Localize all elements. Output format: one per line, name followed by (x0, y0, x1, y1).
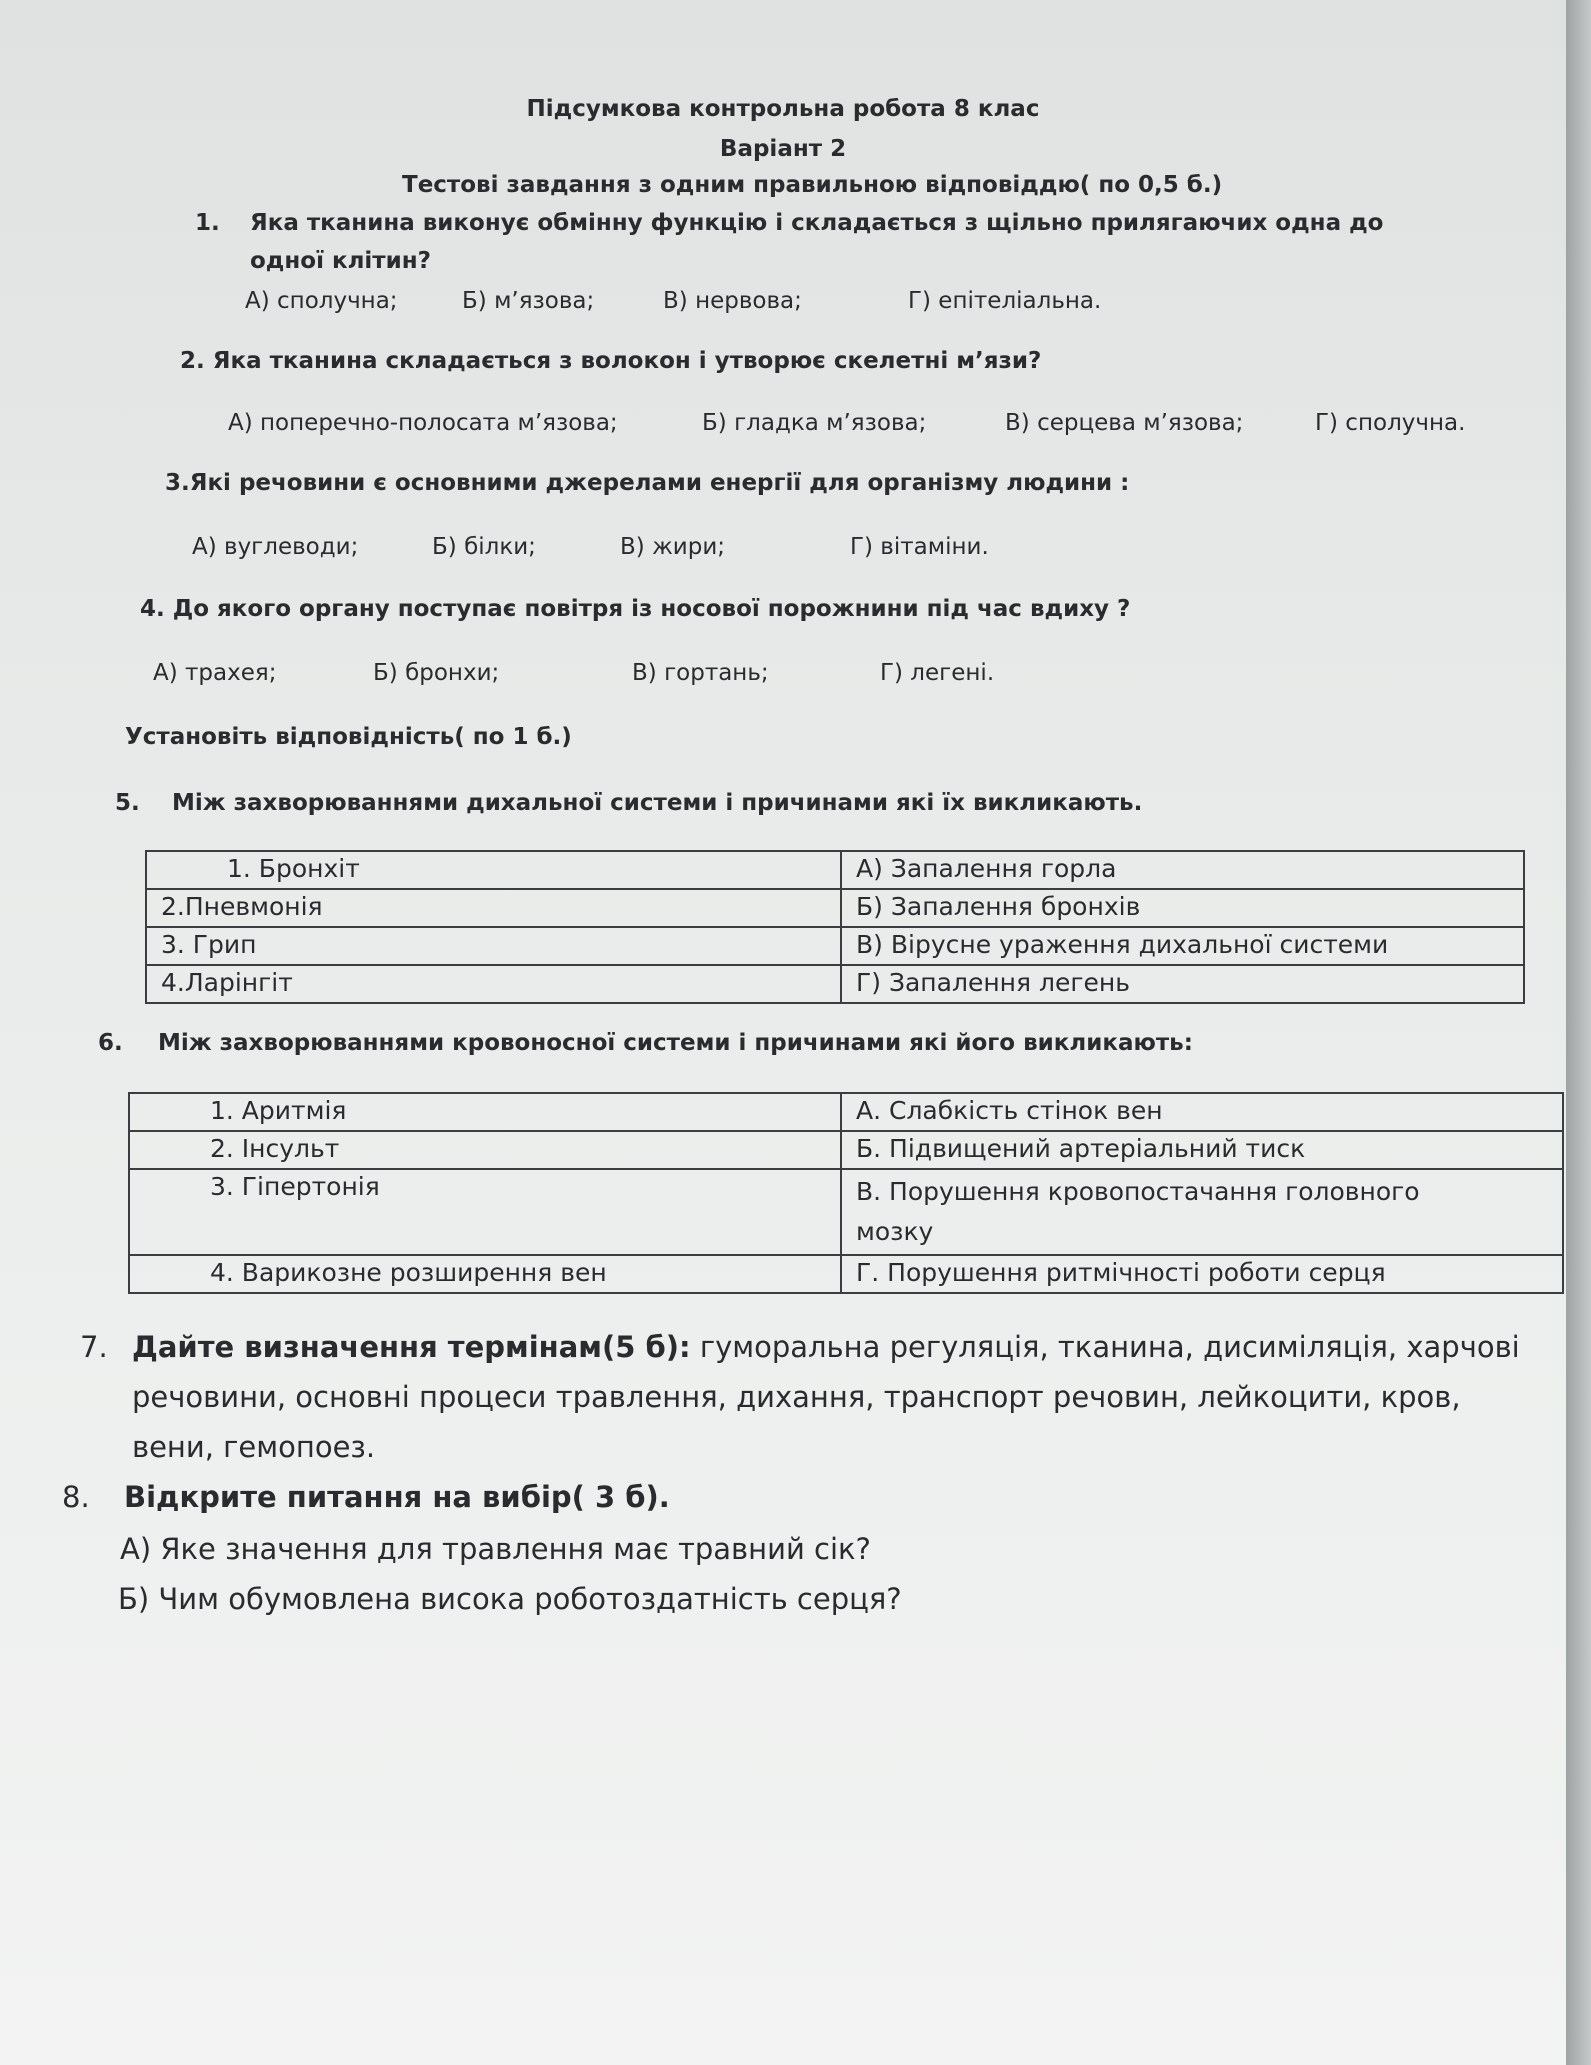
q3-option-a: А) вуглеводи; (192, 534, 359, 560)
q5-cell-right-3: В) Вірусне ураження дихальної системи (841, 927, 1524, 965)
table-row (146, 851, 1524, 889)
q1-option-a: А) сполучна; (245, 288, 398, 314)
paper-edge (1566, 0, 1591, 2065)
q7-line1 (132, 1330, 1520, 1364)
q8-option-a: А) Яке значення для травлення має травний сік? (120, 1532, 871, 1566)
q1-option-c: В) нервова; (663, 288, 802, 314)
q5-table (145, 850, 1525, 1004)
q5-cell-left-4: 4.Ларінгіт (146, 965, 841, 1003)
q8-option-b: Б) Чим обумовлена висока роботоздатність серця? (118, 1582, 902, 1616)
q2-option-c: В) серцева м’язова; (1005, 410, 1244, 436)
q5-cell-left-1: 1. Бронхіт (146, 851, 841, 889)
q7-bold-text: Дайте визначення термінам(5 б): (132, 1330, 691, 1364)
q8-number: 8. (62, 1480, 90, 1514)
q4-option-c: В) гортань; (632, 660, 769, 686)
q3-option-c: В) жири; (620, 534, 726, 560)
q6-cell-right-2: Б. Підвищений артеріальний тиск (841, 1131, 1563, 1169)
q5-text: Між захворюваннями дихальної системи і причинами які їх викликають. (172, 790, 1143, 816)
q6-cell-right-1: А. Слабкість стінок вен (841, 1093, 1563, 1131)
q4-option-d: Г) легені. (880, 660, 995, 686)
page-title: Підсумкова контрольна робота 8 клас (526, 96, 1040, 122)
q5-cell-right-2: Б) Запалення бронхів (841, 889, 1524, 927)
q2-option-d: Г) сполучна. (1315, 410, 1466, 436)
q6-cell-left-4: 4. Варикозне розширення вен (129, 1255, 841, 1293)
q6-cell-right-3-line2: мозку (856, 1217, 934, 1246)
q6-cell-left-3: 3. Гіпертонія (129, 1169, 841, 1255)
q5-cell-right-1: А) Запалення горла (841, 851, 1524, 889)
q2-option-b: Б) гладка м’язова; (702, 410, 927, 436)
q6-cell-right-3 (841, 1169, 1563, 1255)
table-row (146, 889, 1524, 927)
q3-option-d: Г) вітаміни. (850, 534, 989, 560)
table-row (129, 1255, 1563, 1293)
q2-option-a: А) поперечно-полосата м’язова; (228, 410, 618, 436)
q6-table (128, 1092, 1564, 1294)
table-row (146, 927, 1524, 965)
q4-option-b: Б) бронхи; (373, 660, 500, 686)
q7-line3: вени, гемопоез. (132, 1430, 376, 1464)
q5-cell-left-3: 3. Грип (146, 927, 841, 965)
q5-cell-right-4: Г) Запалення легень (841, 965, 1524, 1003)
q3-text: 3.Які речовини є основними джерелами енергії для організму людини : (165, 470, 1130, 496)
q6-cell-right-4: Г. Порушення ритмічності роботи серця (841, 1255, 1563, 1293)
table-row (146, 965, 1524, 1003)
section-title-tests: Тестові завдання з одним правильною відповіддю( по 0,5 б.) (402, 172, 1223, 198)
q4-option-a: А) трахея; (153, 660, 277, 686)
q6-cell-left-2: 2. Інсульт (129, 1131, 841, 1169)
q2-text: 2. Яка тканина складається з волокон і утворює скелетні м’язи? (180, 348, 1042, 374)
q3-option-b: Б) білки; (432, 534, 536, 560)
q6-text: Між захворюваннями кровоносної системи і причинами які його викликають: (158, 1030, 1193, 1056)
table-row (129, 1093, 1563, 1131)
section-title-matching: Установіть відповідність( по 1 б.) (125, 724, 572, 750)
table-row (129, 1169, 1563, 1255)
q8-bold-text: Відкрите питання на вибір( 3 б). (124, 1480, 670, 1514)
table-row (129, 1131, 1563, 1169)
q1-text-line1: Яка тканина виконує обмінну функцію і складається з щільно прилягаючих одна до (250, 210, 1384, 236)
q1-option-d: Г) епітеліальна. (908, 288, 1102, 314)
q4-text: 4. До якого органу поступає повітря із носової порожнини під час вдиху ? (140, 596, 1131, 622)
q1-number: 1. (195, 210, 220, 236)
q1-text-line2: одної клітин? (250, 248, 431, 274)
q6-cell-right-3-line1: В. Порушення кровопостачання головного (856, 1177, 1420, 1206)
q6-number: 6. (98, 1030, 123, 1056)
variant-label: Варіант 2 (719, 136, 847, 162)
q5-number: 5. (115, 790, 140, 816)
q1-option-b: Б) м’язова; (462, 288, 595, 314)
q7-line1-text: гуморальна регуляція, тканина, дисиміляція, харчові (690, 1330, 1520, 1364)
q7-number: 7. (80, 1330, 108, 1364)
q6-cell-left-1: 1. Аритмія (129, 1093, 841, 1131)
q7-line2: речовини, основні процеси травлення, дихання, транспорт речовин, лейкоцити, кров, (132, 1380, 1461, 1414)
q5-cell-left-2: 2.Пневмонія (146, 889, 841, 927)
